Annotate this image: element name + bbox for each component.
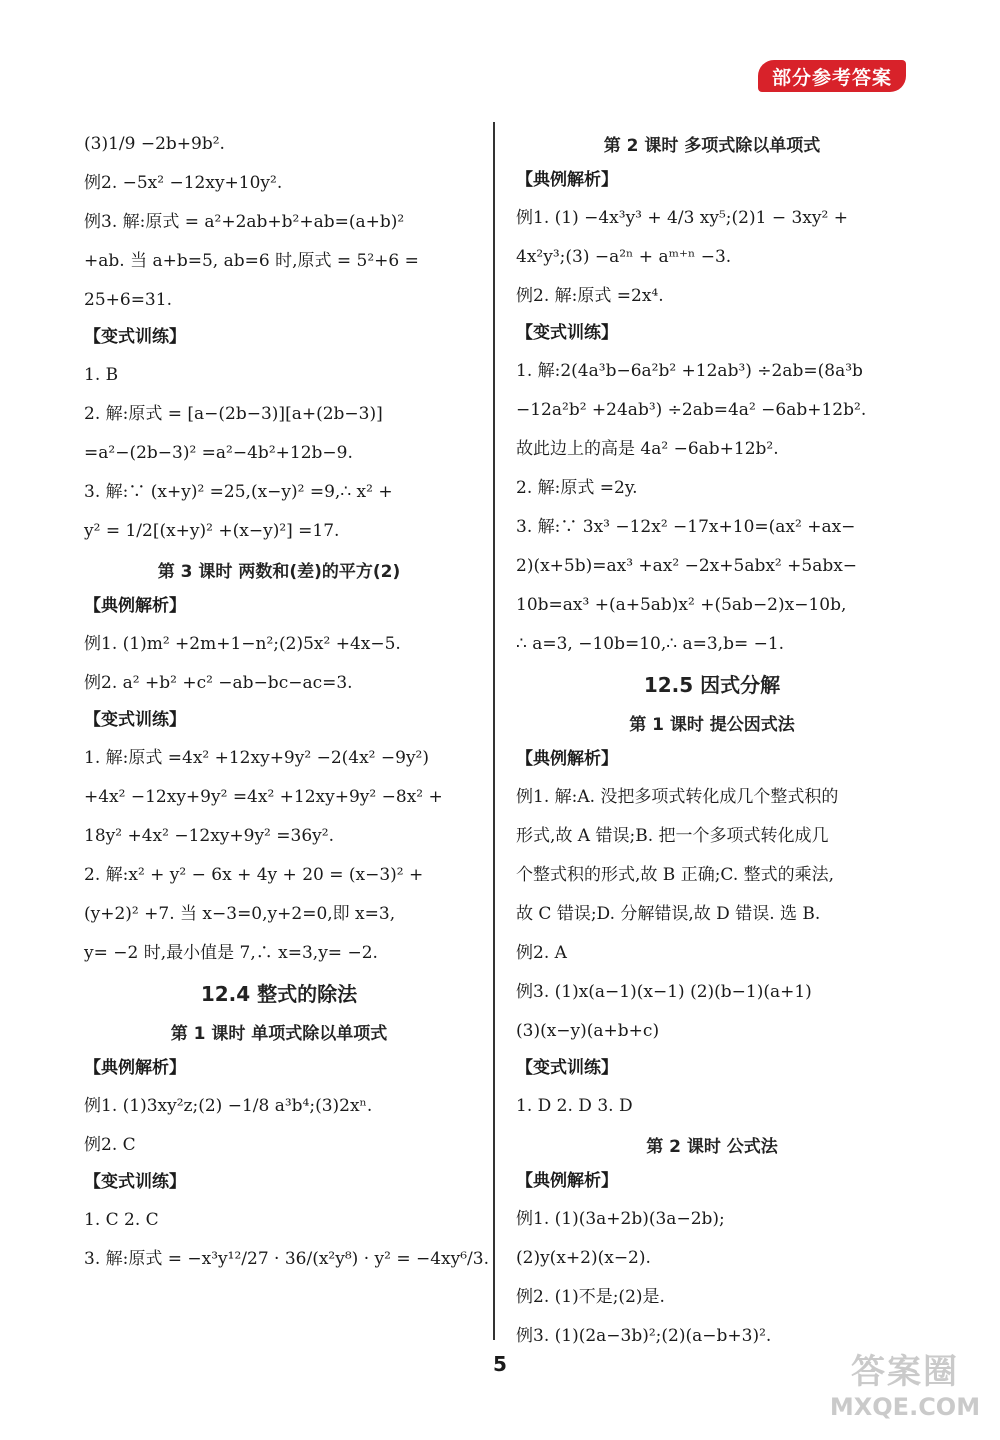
answer-line: 例3. 解:原式 = a²+2ab+b²+ab=(a+b)² [84,211,405,232]
section-heading: 【变式训练】 [84,1172,186,1192]
section-heading: 【典例解析】 [516,1171,618,1191]
answer-line: +ab. 当 a+b=5, ab=6 时,原式 = 5²+6 = [84,250,419,271]
answer-line: 例2. −5x² −12xy+10y². [84,172,283,193]
answer-line: −12a²b² +24ab³) ÷2ab=4a² −6ab+12b². [516,399,867,420]
left-column [84,124,489,1278]
answer-line: =a²−(2b−3)² =a²−4b²+12b−9. [84,442,353,463]
answer-line: 例1. (1)m² +2m+1−n²;(2)5x² +4x−5. [84,633,401,654]
lesson-title: 第 1 课时 提公因式法 [629,714,795,735]
answer-line: 1. 解:2(4a³b−6a²b² +12ab³) ÷2ab=(8a³b [516,360,863,381]
lesson-title: 第 3 课时 两数和(差)的平方(2) [157,561,401,582]
lesson-title: 第 2 课时 多项式除以单项式 [603,135,821,156]
answer-line: 个整式积的形式,故 B 正确;C. 整式的乘法, [516,864,835,885]
answer-line: 1. B [84,364,119,385]
answer-line: 例1. (1) −4x³y³ + 4/3 xy⁵;(2)1 − 3xy² + [516,207,848,228]
answer-line: (3)(x−y)(a+b+c) [516,1020,660,1041]
answer-line: 2. 解:原式 =2y. [516,477,638,498]
section-heading: 【变式训练】 [84,710,186,730]
answer-line: 1. C 2. C [84,1209,159,1230]
answer-line: 25+6=31. [84,289,172,310]
answer-line: 例1. 解:A. 没把多项式转化成几个整式积的 [516,786,839,807]
section-heading: 【变式训练】 [516,323,618,343]
answer-line: 3. 解:∵ (x+y)² =25,(x−y)² =9,∴ x² + [84,481,393,502]
answer-line: (y+2)² +7. 当 x−3=0,y+2=0,即 x=3, [84,903,396,924]
answer-line: 2. 解:x² + y² − 6x + 4y + 20 = (x−3)² + [84,864,424,885]
answer-line: y= −2 时,最小值是 7,∴ x=3,y= −2. [84,942,378,963]
answer-line: 4x²y³;(3) −a²ⁿ + aᵐ⁺ⁿ −3. [516,246,732,267]
answer-line: 1. 解:原式 =4x² +12xy+9y² −2(4x² −9y²) [84,747,429,768]
section-heading: 【典例解析】 [516,170,618,190]
answer-line: y² = 1/2[(x+y)² +(x−y)²] =17. [84,520,340,541]
answer-line: 例3. (1)x(a−1)(x−1) (2)(b−1)(a+1) [516,981,812,1002]
section-heading: 【典例解析】 [516,749,618,769]
answer-line: 例2. a² +b² +c² −ab−bc−ac=3. [84,672,353,693]
section-heading: 【变式训练】 [516,1058,618,1078]
answer-line: 10b=ax³ +(a+5ab)x² +(5ab−2)x−10b, [516,594,847,615]
chapter-title: 12.5 因式分解 [643,672,781,697]
column-divider [493,122,495,1340]
answer-line: 1. D 2. D 3. D [516,1095,633,1116]
answer-line: 3. 解:原式 = −x³y¹²/27 · 36/(x²y⁸) · y² = −4xy⁶/3. [84,1248,489,1269]
answer-line: 例1. (1)(3a+2b)(3a−2b); [516,1208,725,1229]
watermark-logo-text: 答案圈 [851,1352,959,1392]
answer-line: 故此边上的高是 4a² −6ab+12b². [516,438,779,459]
section-heading: 【变式训练】 [84,327,186,347]
answer-line: 2. 解:原式 = [a−(2b−3)][a+(2b−3)] [84,403,383,424]
answer-line: 例2. A [516,942,567,963]
section-heading: 【典例解析】 [84,596,186,616]
lesson-title: 第 1 课时 单项式除以单项式 [170,1023,388,1044]
answer-line: (2)y(x+2)(x−2). [516,1247,651,1268]
section-heading: 【典例解析】 [84,1058,186,1078]
watermark [820,1352,990,1432]
chapter-title: 12.4 整式的除法 [200,981,358,1006]
answer-line: 故 C 错误;D. 分解错误,故 D 错误. 选 B. [516,903,821,924]
answer-line: 3. 解:∵ 3x³ −12x² −17x+10=(ax² +ax− [516,516,856,537]
answer-line: 例1. (1)3xy²z;(2) −1/8 a³b⁴;(3)2xⁿ. [84,1095,373,1116]
answer-line: 2)(x+5b)=ax³ +ax² −2x+5abx² +5abx− [516,555,858,576]
answer-line: 例2. (1)不是;(2)是. [516,1286,665,1307]
answer-line: +4x² −12xy+9y² =4x² +12xy+9y² −8x² + [84,786,443,807]
answer-line: ∴ a=3, −10b=10,∴ a=3,b= −1. [516,633,785,654]
answer-line: 例3. (1)(2a−3b)²;(2)(a−b+3)². [516,1325,772,1346]
right-column [516,124,908,1355]
lesson-title: 第 2 课时 公式法 [646,1136,778,1157]
answer-line: 例2. C [84,1134,136,1155]
page-number: 5 [493,1352,507,1376]
answer-line: 例2. 解:原式 =2x⁴. [516,285,664,306]
watermark-url: MXQE.COM [829,1393,981,1421]
answer-line: 18y² +4x² −12xy+9y² =36y². [84,825,334,846]
answer-section-badge: 部分参考答案 [758,60,906,92]
answer-line: (3)1/9 −2b+9b². [84,133,225,154]
answer-line: 形式,故 A 错误;B. 把一个多项式转化成几 [516,825,829,846]
